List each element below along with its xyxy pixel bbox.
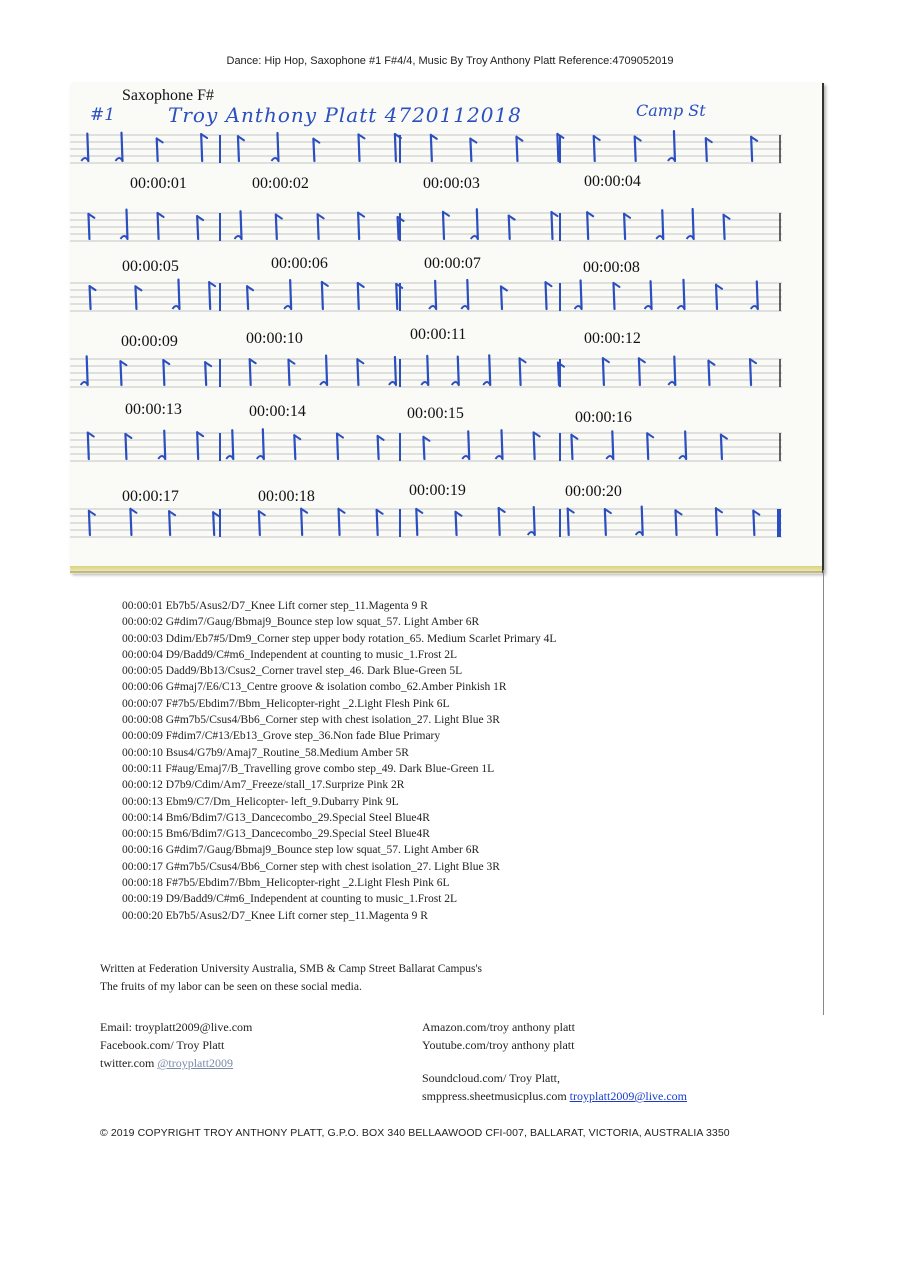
note-head — [645, 306, 652, 309]
note-stem — [339, 509, 340, 535]
note-stem — [716, 508, 717, 535]
twitter-link[interactable]: @troyplatt2009 — [157, 1056, 234, 1070]
note-stem — [724, 215, 725, 239]
list-item: 00:00:04 D9/Badd9/C#m6_Independent at counting to music_1.Frost 2L — [122, 648, 458, 661]
note-stem — [534, 507, 535, 535]
note-head — [483, 382, 490, 385]
timestamp-label: 00:00:18 — [258, 488, 315, 505]
list-item: 00:00:03 Ddim/Eb7#5/Dm9_Corner step upper body rotation_65. Medium Scarlet Primary 4L — [122, 632, 557, 645]
timestamp-label: 00:00:14 — [249, 403, 306, 420]
note-head — [687, 236, 694, 239]
sheet-edge-shadow — [70, 566, 822, 574]
note-stem — [130, 509, 131, 535]
note-stem — [201, 134, 202, 161]
note-stem — [358, 213, 359, 239]
timestamp-label: 00:00:16 — [575, 409, 632, 426]
timestamp-label: 00:00:20 — [565, 483, 622, 500]
note-stem — [558, 363, 559, 385]
timestamp-label: 00:00:09 — [121, 333, 178, 350]
note-stem — [587, 212, 588, 239]
note-stem — [247, 286, 248, 309]
note-head — [421, 382, 428, 385]
note-stem — [322, 282, 323, 309]
note-stem — [639, 358, 640, 385]
note-stem — [551, 212, 552, 239]
note-stem — [546, 282, 547, 309]
contacts-left — [100, 1018, 252, 1072]
note-head — [284, 306, 291, 309]
list-item: 00:00:08 G#m7b5/Csus4/Bb6_Corner step with chest isolation_27. Light Blue 3R — [122, 714, 500, 727]
copyright-line: © 2019 COPYRIGHT TROY ANTHONY PLATT, G.P.O. BOX 340 BELLAAWOOD CFI-007, BALLARAT, VICTORIA, AUSTRALIA 3350 — [100, 1127, 730, 1139]
note-stem — [431, 135, 432, 161]
note-stem — [716, 285, 717, 309]
note-stem — [121, 133, 122, 161]
note-stem — [250, 359, 251, 385]
list-item: 00:00:17 G#m7b5/Csus4/Bb6_Corner step with chest isolation_27. Light Blue 3R — [122, 860, 500, 873]
note-stem — [456, 512, 457, 535]
note-stem — [427, 356, 428, 385]
note-stem — [662, 210, 663, 239]
list-item: 00:00:10 Bsus4/G7b9/Amaj7_Routine_58.Medium Amber 5R — [122, 746, 409, 759]
timestamp-label: 00:00:01 — [130, 175, 187, 192]
timestamp-label: 00:00:02 — [252, 175, 309, 192]
note-head — [606, 456, 613, 459]
handwritten-number: #1 — [90, 105, 116, 125]
note-stem — [435, 281, 436, 309]
smp-email-link[interactable]: troyplatt2009@live.com — [569, 1089, 688, 1103]
timestamp-label: 00:00:11 — [410, 326, 467, 343]
note-head — [668, 382, 675, 385]
note-head — [471, 236, 478, 239]
note-stem — [674, 131, 675, 161]
note-stem — [557, 134, 558, 161]
note-head — [528, 532, 535, 535]
note-stem — [377, 510, 378, 535]
email-text: Email: troyplatt2009@live.com — [100, 1020, 253, 1034]
note-stem — [624, 214, 625, 239]
note-stem — [501, 286, 502, 309]
note-stem — [120, 361, 121, 385]
note-stem — [647, 433, 648, 459]
note-stem — [89, 511, 90, 535]
note-head — [389, 382, 396, 385]
timestamp-label: 00:00:10 — [246, 330, 303, 347]
note-stem — [467, 280, 468, 309]
list-item: 00:00:06 G#maj7/E6/C13_Centre groove & isolation combo_62.Amber Pinkish 1R — [122, 681, 507, 694]
note-stem — [721, 435, 722, 459]
note-stem — [197, 216, 198, 239]
note-head — [679, 456, 686, 459]
note-stem — [509, 216, 510, 239]
list-item: 00:00:15 Bm6/Bdim7/G13_Dancecombo_29.Special Steel Blue4R — [122, 828, 430, 841]
note-stem — [197, 432, 198, 459]
note-head — [271, 158, 278, 161]
contacts-right-2 — [422, 1069, 687, 1105]
note-head — [677, 306, 684, 309]
note-stem — [358, 283, 359, 309]
list-item: 00:00:14 Bm6/Bdim7/G13_Dancecombo_29.Special Steel Blue4R — [122, 811, 430, 824]
list-item: 00:00:01 Eb7b5/Asus2/D7_Knee Lift corner step_11.Magenta 9 R — [122, 600, 428, 612]
note-stem — [276, 215, 277, 239]
note-stem — [750, 359, 751, 385]
note-stem — [126, 210, 127, 239]
note-stem — [516, 137, 517, 161]
note-stem — [706, 138, 707, 161]
note-stem — [326, 356, 327, 385]
list-item: 00:00:09 F#dim7/C#13/Eb13_Grove step_36.Non fade Blue Primary — [122, 730, 441, 743]
note-head — [172, 306, 179, 309]
handwritten-title: Troy Anthony Platt 4720112018 — [168, 103, 522, 127]
note-stem — [468, 431, 469, 459]
note-stem — [751, 137, 752, 161]
list-item: 00:00:19 D9/Badd9/C#m6_Independent at counting to music_1.Frost 2L — [122, 893, 458, 906]
amazon-text: Amazon.com/troy anthony platt — [422, 1020, 575, 1034]
note-stem — [87, 134, 88, 161]
soundcloud-text: Soundcloud.com/ Troy Platt, — [422, 1071, 561, 1085]
note-stem — [301, 509, 302, 535]
list-item: 00:00:11 F#aug/Emaj7/B_Travelling grove combo step_49. Dark Blue-Green 1L — [122, 762, 495, 775]
note-stem — [259, 511, 260, 535]
note-stem — [571, 435, 572, 459]
note-stem — [674, 357, 675, 385]
note-stem — [395, 357, 396, 385]
note-stem — [499, 508, 500, 535]
note-head — [115, 158, 122, 161]
note-head — [461, 306, 468, 309]
note-stem — [178, 280, 179, 309]
note-stem — [90, 286, 91, 309]
note-head — [226, 456, 233, 459]
note-stem — [337, 434, 338, 459]
timestamp-label: 00:00:17 — [122, 488, 179, 505]
note-stem — [458, 357, 459, 385]
handwritten-score-sheet — [70, 83, 824, 573]
note-stem — [603, 358, 604, 385]
page-header: Dance: Hip Hop, Saxophone #1 F#4/4, Music By Troy Anthony Platt Reference:4709052019 — [226, 55, 674, 67]
note-head — [656, 236, 663, 239]
twitter-label: twitter.com — [100, 1056, 155, 1070]
note-stem — [359, 134, 360, 161]
note-stem — [158, 213, 159, 239]
cue-list — [122, 598, 556, 924]
note-stem — [676, 510, 677, 535]
note-head — [462, 456, 469, 459]
note-stem — [238, 136, 239, 161]
note-stem — [642, 507, 643, 535]
list-item: 00:00:05 Dadd9/Bb13/Csus2_Corner travel step_46. Dark Blue-Green 5L — [122, 665, 463, 678]
note-stem — [163, 360, 164, 385]
note-stem — [395, 134, 396, 161]
note-stem — [277, 133, 278, 161]
contacts-right — [422, 1018, 575, 1054]
timestamp-label: 00:00:03 — [423, 175, 480, 192]
note-stem — [693, 209, 694, 239]
note-stem — [501, 430, 502, 459]
note-stem — [209, 282, 210, 309]
note-stem — [477, 209, 478, 239]
note-head — [320, 382, 327, 385]
note-stem — [294, 435, 295, 459]
list-item: 00:00:07 F#7b5/Ebdim7/Bbm_Helicopter-right _2.Light Flesh Pink 6L — [122, 697, 450, 710]
note-stem — [594, 136, 595, 161]
note-stem — [753, 511, 754, 535]
list-item: 00:00:18 F#7b5/Ebdim7/Bbm_Helicopter-right _2.Light Flesh Pink 6L — [122, 877, 450, 890]
note-stem — [164, 431, 165, 459]
note-stem — [88, 214, 89, 239]
note-stem — [318, 214, 319, 239]
timestamp-label: 00:00:04 — [584, 173, 641, 190]
timestamp-label: 00:00:13 — [125, 401, 182, 418]
note-stem — [396, 284, 397, 309]
note-stem — [613, 283, 614, 309]
note-head — [452, 382, 459, 385]
note-stem — [157, 138, 158, 161]
note-stem — [416, 509, 417, 535]
note-stem — [263, 429, 264, 459]
note-stem — [357, 359, 358, 385]
note-line: Written at Federation University Australia, SMB & Camp Street Ballarat Campus's — [100, 963, 483, 975]
list-item: 00:00:13 Ebm9/C7/Dm_Helicopter- left_9.Dubarry Pink 9L — [122, 795, 399, 808]
list-item: 00:00:02 G#dim7/Gaug/Bbmaj9_Bounce step low squat_57. Light Amber 6R — [122, 616, 480, 629]
timestamp-label: 00:00:06 — [271, 255, 328, 272]
timestamp-label: 00:00:07 — [424, 255, 481, 272]
list-item: 00:00:20 Eb7b5/Asus2/D7_Knee Lift corner step_11.Magenta 9 R — [122, 909, 428, 922]
note-head — [81, 382, 88, 385]
note-stem — [443, 212, 444, 239]
note-stem — [534, 432, 535, 459]
timestamp-label: 00:00:05 — [122, 258, 179, 275]
handwritten-place: Camp St — [636, 101, 706, 120]
note-stem — [87, 356, 88, 385]
note-head — [235, 236, 242, 239]
note-head — [751, 306, 758, 309]
note-stem — [635, 137, 636, 161]
note-head — [495, 456, 502, 459]
note-stem — [489, 355, 490, 385]
note-stem — [135, 286, 136, 309]
facebook-text: Facebook.com/ Troy Platt — [100, 1038, 225, 1052]
note-head — [257, 456, 264, 459]
note-stem — [125, 434, 126, 459]
timestamp-label: 00:00:12 — [584, 330, 641, 347]
note-head — [429, 306, 436, 309]
timestamp-label: 00:00:08 — [583, 259, 640, 276]
note-head — [668, 158, 675, 161]
note-stem — [605, 509, 606, 535]
note-stem — [568, 509, 569, 535]
note-stem — [288, 360, 289, 385]
twitter-line — [100, 1054, 252, 1072]
note-stem — [581, 280, 582, 309]
scan-edge-line — [823, 570, 824, 1015]
note-stem — [685, 431, 686, 459]
note-stem — [520, 358, 521, 385]
note-head — [158, 456, 165, 459]
timestamp-label: 00:00:15 — [407, 405, 464, 422]
note-line: The fruits of my labor can be seen on these social media. — [100, 981, 362, 993]
note-stem — [213, 512, 214, 535]
note-stem — [683, 280, 684, 309]
list-item: 00:00:16 G#dim7/Gaug/Bbmaj9_Bounce step low squat_57. Light Amber 6R — [122, 844, 480, 857]
smp-line — [422, 1087, 687, 1105]
note-head — [636, 532, 643, 535]
timestamp-label: 00:00:19 — [409, 482, 466, 499]
note-stem — [88, 433, 89, 459]
note-stem — [398, 217, 399, 239]
note-stem — [313, 139, 314, 161]
note-stem — [205, 362, 206, 385]
note-stem — [232, 430, 233, 459]
note-stem — [241, 211, 242, 239]
note-stem — [378, 436, 379, 459]
youtube-text: Youtube.com/troy anthony platt — [422, 1038, 575, 1052]
note-head — [81, 158, 88, 161]
score-title: Saxophone F# — [122, 87, 214, 104]
note-head — [575, 306, 582, 309]
note-stem — [290, 280, 291, 309]
note-head — [120, 236, 127, 239]
note-stem — [708, 361, 709, 385]
list-item: 00:00:12 D7b9/Cdim/Am7_Freeze/stall_17.Surprize Pink 2R — [122, 779, 405, 792]
note-stem — [757, 281, 758, 309]
note-stem — [470, 139, 471, 161]
note-stem — [169, 511, 170, 535]
note-stem — [612, 431, 613, 459]
note-stem — [651, 281, 652, 309]
note-stem — [423, 437, 424, 459]
smp-label: smppress.sheetmusicplus.com — [422, 1089, 567, 1103]
